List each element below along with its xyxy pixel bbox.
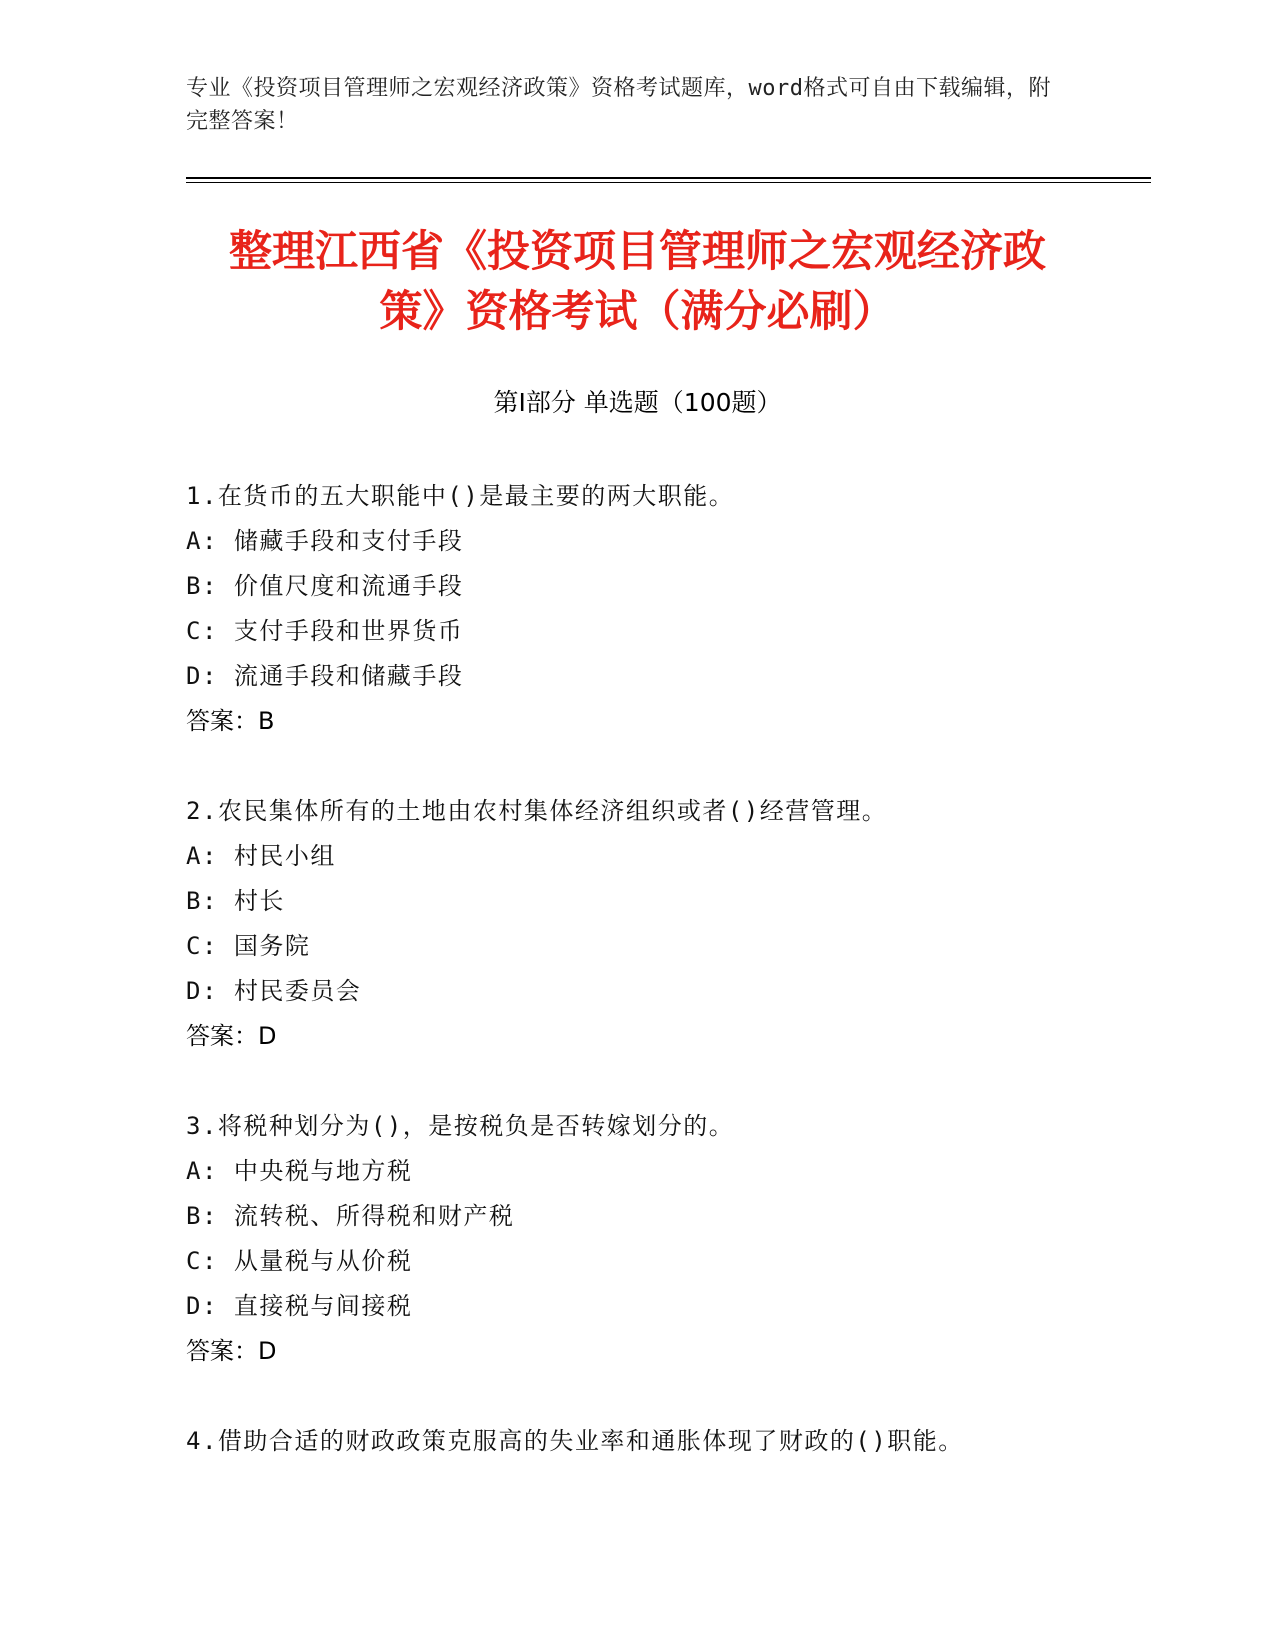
question-list (186, 474, 1116, 1509)
question-stem: 4.借助合适的财政政策克服高的失业率和通胀体现了财政的()职能。 (186, 1427, 964, 1455)
question-stem: 2.农民集体所有的土地由农村集体经济组织或者()经营管理。 (186, 797, 888, 825)
answer-label: 答案：D (186, 1022, 277, 1050)
option-b: B: 村长 (186, 887, 285, 915)
option-b: B: 流转税、所得税和财产税 (186, 1202, 515, 1230)
section-title: 第Ⅰ部分 单选题（100题） (493, 388, 782, 417)
document-title-line-1: 整理江西省《投资项目管理师之宏观经济政 (229, 227, 1046, 277)
option-c: C: 从量税与从价税 (186, 1247, 413, 1275)
document-title-line-2: 策》资格考试（满分必刷） (379, 287, 896, 337)
document-title (186, 222, 1089, 342)
answer-label: 答案：D (186, 1337, 277, 1365)
header-note: 专业《投资项目管理师之宏观经济政策》资格考试题库，word格式可自由下载编辑，附完整答案！ (186, 76, 1051, 134)
header-divider-thin (186, 182, 1151, 183)
question-1 (186, 474, 1116, 744)
option-b: B: 价值尺度和流通手段 (186, 572, 464, 600)
question-3 (186, 1104, 1116, 1374)
option-a: A: 储藏手段和支付手段 (186, 527, 464, 555)
question-stem: 3.将税种划分为()，是按税负是否转嫁划分的。 (186, 1112, 735, 1140)
option-a: A: 村民小组 (186, 842, 336, 870)
header-divider-thick (186, 177, 1151, 179)
option-d: D: 流通手段和储藏手段 (186, 662, 464, 690)
option-d: D: 村民委员会 (186, 977, 362, 1005)
option-a: A: 中央税与地方税 (186, 1157, 413, 1185)
question-2 (186, 789, 1116, 1059)
answer-label: 答案：B (186, 707, 275, 735)
option-c: C: 支付手段和世界货币 (186, 617, 464, 645)
question-4 (186, 1419, 1116, 1464)
option-c: C: 国务院 (186, 932, 311, 960)
question-stem: 1.在货币的五大职能中()是最主要的两大职能。 (186, 482, 735, 510)
option-d: D: 直接税与间接税 (186, 1292, 413, 1320)
